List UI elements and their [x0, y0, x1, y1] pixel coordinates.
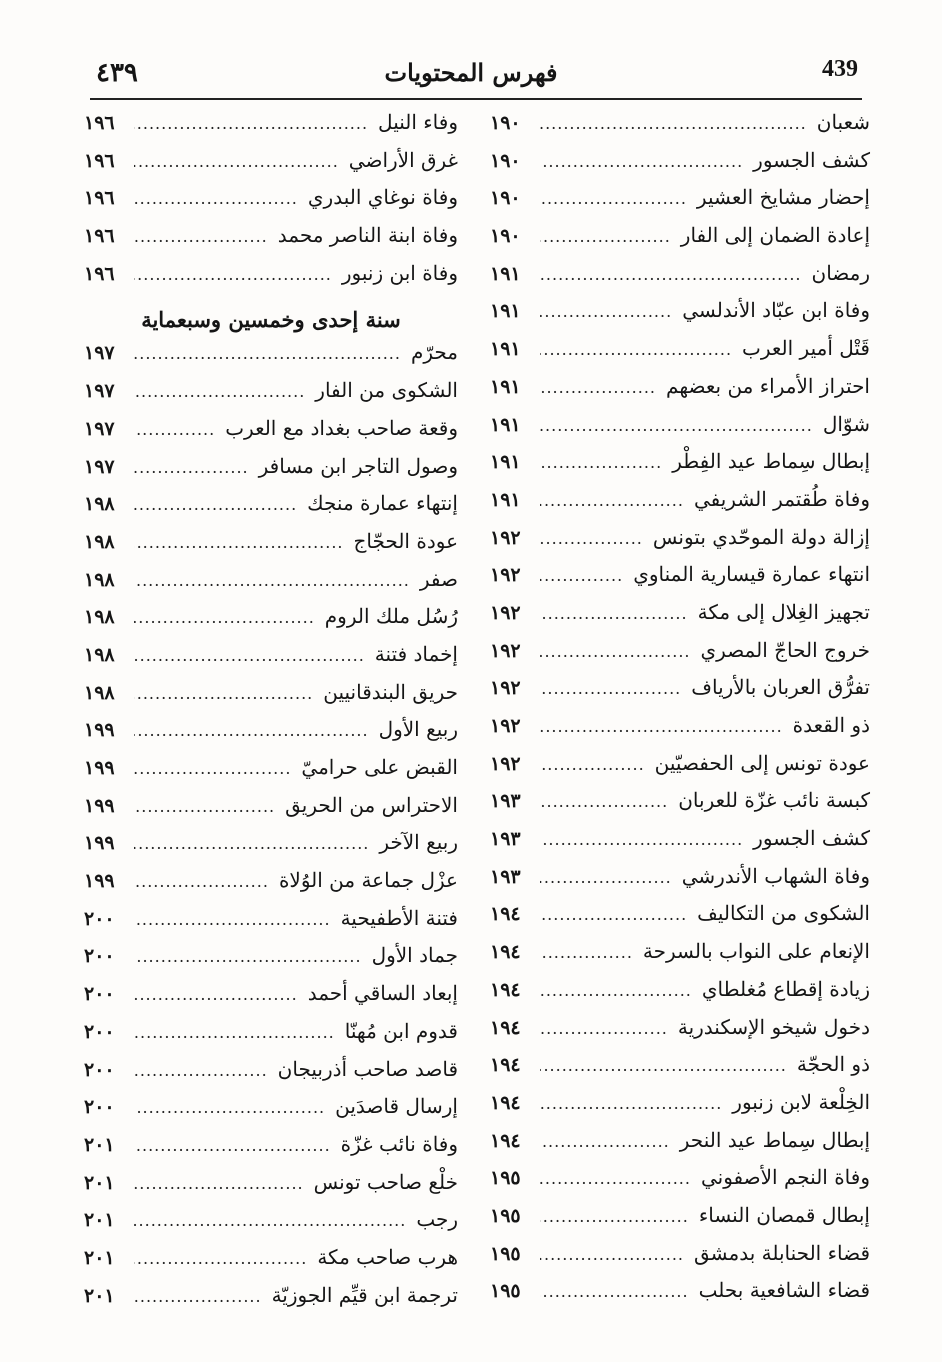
toc-entry-title: إبطال قمصان النساء — [698, 1202, 870, 1227]
toc-entry-title: خلْع صاحب تونس — [313, 1169, 458, 1194]
dot-leader — [134, 152, 339, 171]
toc-entry-title: شوّال — [822, 411, 870, 436]
dot-leader — [134, 1211, 406, 1230]
toc-entry — [490, 412, 870, 450]
toc-entry — [490, 713, 870, 751]
toc-entry — [490, 1278, 870, 1316]
toc-entry-page: ١٩٤ — [490, 1054, 521, 1077]
toc-entry — [490, 185, 870, 223]
toc-entry — [490, 751, 870, 789]
toc-entry-title: هرب صاحب مكة — [317, 1244, 458, 1269]
dot-leader — [134, 1249, 307, 1268]
toc-entry — [84, 642, 458, 680]
toc-entry-page: ٢٠١ — [84, 1209, 115, 1232]
toc-entry-title: قاصد صاحب أذربيجان — [277, 1056, 458, 1081]
toc-entry — [490, 525, 870, 563]
dot-leader — [134, 1174, 304, 1193]
toc-entry — [490, 487, 870, 525]
toc-entry-title: إعادة الضمان إلى الفار — [680, 223, 870, 248]
toc-column-right — [490, 110, 870, 1316]
toc-entry-page: ١٩٦ — [84, 187, 115, 210]
dot-leader — [540, 604, 688, 623]
toc-entry-page: ١٩٠ — [490, 225, 521, 248]
dot-leader — [134, 872, 269, 891]
dot-leader — [540, 1245, 684, 1264]
page-header — [0, 0, 942, 100]
toc-entry — [490, 261, 870, 299]
dot-leader — [540, 943, 633, 962]
toc-entry-page: ١٩٩ — [84, 757, 115, 779]
toc-entry — [490, 901, 870, 939]
toc-entry-title: كشف الجسور — [753, 826, 870, 851]
toc-entry-page: ١٩٥ — [490, 1204, 521, 1227]
toc-entry — [490, 1128, 870, 1166]
page-number-latin: 439 — [822, 56, 858, 82]
toc-entry-page: ٢٠١ — [84, 1133, 115, 1156]
toc-entry-page: ١٩٥ — [490, 1167, 521, 1190]
toc-entry-page: ١٩٣ — [490, 828, 521, 851]
toc-entry-page: ١٩٢ — [490, 677, 521, 700]
toc-entry-page: ١٩٧ — [84, 342, 115, 365]
toc-entry-title: وفاة نوغاي البدري — [307, 185, 458, 210]
toc-entry-page: ١٩١ — [490, 451, 521, 474]
dot-leader — [134, 646, 365, 665]
toc-entry-title: تجهيز الغِلال إلى مكة — [697, 599, 870, 624]
toc-entry — [490, 449, 870, 487]
dot-leader — [134, 759, 291, 778]
toc-entry-page: ٢٠١ — [84, 1171, 115, 1194]
dot-leader — [540, 491, 684, 510]
toc-entry — [84, 1132, 458, 1170]
dot-leader — [540, 453, 662, 472]
toc-entry-page: ١٩١ — [490, 413, 521, 436]
dot-leader — [540, 529, 643, 548]
section-heading: سنة إحدى وخمسين وسبعماية — [141, 307, 401, 333]
toc-left-main-entries — [84, 340, 458, 1320]
toc-entry-page: ١٩٦ — [84, 225, 115, 248]
header-rule — [90, 98, 862, 100]
toc-entry-title: صفر — [419, 566, 458, 591]
toc-entry-title: إبعاد الساقي أحمد — [307, 981, 458, 1006]
toc-entry-page: ١٩٨ — [84, 568, 115, 591]
toc-entry — [84, 1057, 458, 1095]
toc-entry-page: ١٩٦ — [84, 112, 115, 134]
toc-entry — [490, 638, 870, 676]
toc-entry-title: تفرُّق العربان بالأرياف — [691, 675, 870, 700]
toc-entry-page: ١٩٥ — [490, 1242, 521, 1265]
dot-leader — [134, 382, 305, 401]
toc-entry-page: ١٩٧ — [84, 417, 115, 440]
toc-entry-page: ١٩١ — [490, 300, 521, 323]
toc-entry-title: القبض على حراميّ — [301, 755, 458, 779]
toc-entry-title: قَتْل أمير العرب — [742, 336, 870, 361]
toc-entry — [490, 1203, 870, 1241]
toc-entry-page: ١٩٨ — [84, 493, 115, 516]
dot-leader — [134, 1136, 331, 1155]
toc-entry-page: ١٩١ — [490, 338, 521, 361]
toc-entry — [84, 1019, 458, 1057]
toc-entry-page: ١٩٧ — [84, 455, 115, 478]
dot-leader — [540, 1019, 668, 1038]
toc-entry — [84, 185, 458, 223]
toc-entry-page: ١٩٣ — [490, 865, 521, 888]
toc-entry-title: عزْل جماعة من الوُلاة — [278, 868, 458, 893]
toc-entry-title: رمضان — [811, 260, 870, 285]
toc-entry — [84, 868, 458, 906]
toc-entry — [84, 1170, 458, 1208]
toc-entry-title: ربيع الآخر — [379, 830, 458, 855]
toc-entry-title: ذو القعدة — [792, 713, 870, 737]
toc-entry-title: شعبان — [816, 110, 870, 134]
toc-entry-page: ٢٠٠ — [84, 1020, 115, 1043]
toc-column-left — [84, 110, 458, 1320]
toc-entry — [84, 1207, 458, 1245]
toc-entry-page: ٢٠٠ — [84, 1096, 115, 1119]
toc-entry — [84, 491, 458, 529]
toc-entry-title: رُسُل ملك الروم — [324, 604, 458, 629]
toc-entry — [490, 1052, 870, 1090]
toc-entry-title: إخماد فتنة — [374, 641, 458, 666]
toc-entry-page: ١٩٤ — [490, 978, 521, 1001]
toc-entry — [490, 336, 870, 374]
toc-entry-page: ١٩٢ — [490, 639, 521, 662]
toc-entry-title: وفاة الشهاب الأندرشي — [681, 863, 870, 888]
toc-entry-title: وفاة ابنة الناصر محمد — [277, 223, 458, 248]
toc-entry-page: ١٩٢ — [490, 601, 521, 624]
toc-entry-page: ١٩٤ — [490, 941, 521, 964]
toc-entry-page: ١٩٩ — [84, 794, 115, 817]
dot-leader — [540, 1282, 689, 1301]
toc-entry-title: إحضار مشايخ العشير — [696, 185, 870, 210]
dot-leader — [540, 416, 813, 435]
dot-leader — [134, 1098, 325, 1117]
toc-entry-title: قدوم ابن مُهنّا — [344, 1018, 458, 1043]
toc-entry — [84, 110, 458, 148]
toc-entry — [490, 600, 870, 638]
toc-entry-page: ٢٠٠ — [84, 983, 115, 1006]
toc-entry-title: ذو الحجّة — [796, 1052, 870, 1077]
dot-leader — [540, 1094, 722, 1113]
toc-entry-title: عودة تونس إلى الحفصيّين — [654, 750, 870, 775]
toc-entry — [490, 788, 870, 826]
toc-entry-title: ربيع الأول — [378, 717, 458, 742]
toc-entry — [490, 864, 870, 902]
toc-entry — [84, 416, 458, 454]
toc-entry — [84, 830, 458, 868]
toc-entry — [84, 454, 458, 492]
dot-leader — [540, 868, 672, 887]
dot-leader — [134, 344, 401, 363]
toc-entry — [490, 1165, 870, 1203]
toc-entry — [490, 562, 870, 600]
toc-entry-page: ٢٠٠ — [84, 1058, 115, 1081]
toc-entry-page: ١٩٠ — [490, 187, 521, 210]
toc-entry-title: عودة الحجّاج — [353, 528, 458, 553]
toc-entry-title: رجب — [416, 1207, 458, 1232]
toc-entry-title: ترجمة ابن قيِّم الجوزيّة — [271, 1282, 458, 1307]
toc-entry-page: ٢٠١ — [84, 1246, 115, 1269]
page-title: فهرس المحتويات — [384, 58, 558, 87]
toc-entry-title: غرق الأراضي — [348, 147, 458, 172]
toc-entry — [490, 148, 870, 186]
toc-entry — [84, 981, 458, 1019]
dot-leader — [134, 533, 344, 552]
toc-entry — [84, 906, 458, 944]
dot-leader — [540, 830, 743, 849]
dot-leader — [540, 1056, 787, 1075]
dot-leader — [540, 378, 656, 397]
toc-entry — [490, 110, 870, 148]
toc-entry-page: ١٩٩ — [84, 719, 115, 742]
toc-entry-title: قضاء الشافعية بحلب — [698, 1278, 870, 1303]
toc-entry-page: ١٩٤ — [490, 1016, 521, 1039]
toc-entry — [84, 378, 458, 416]
toc-entry — [84, 148, 458, 186]
toc-entry-page: ١٩١ — [490, 375, 521, 398]
toc-entry — [490, 939, 870, 977]
toc-entry-page: ١٩٠ — [490, 149, 521, 172]
dot-leader — [134, 721, 369, 740]
toc-entry-title: الاحتراس من الحريق — [285, 792, 458, 817]
toc-entry — [490, 1241, 870, 1279]
toc-entry-page: ١٩٨ — [84, 643, 115, 666]
toc-entry-title: وصول التاجر ابن مسافر — [258, 453, 458, 478]
dot-leader — [540, 152, 743, 171]
dot-leader — [540, 1132, 670, 1151]
toc-entry — [490, 826, 870, 864]
dot-leader — [134, 265, 332, 284]
toc-entry — [84, 604, 458, 642]
toc-entry-title: الخِلْعة لابن زنبور — [732, 1089, 870, 1114]
dot-leader — [134, 1061, 268, 1080]
dot-leader — [134, 834, 369, 853]
dot-leader — [134, 114, 368, 133]
toc-entry-title: الشكوى من التكاليف — [697, 901, 870, 926]
toc-entry-page: ١٩٢ — [490, 752, 521, 775]
toc-entry — [490, 298, 870, 336]
toc-entry-page: ١٩٤ — [490, 903, 521, 926]
toc-entry-page: ١٩١ — [490, 262, 521, 285]
toc-entry-title: وفاة نائب غزّة — [340, 1131, 458, 1156]
toc-entry-page: ١٩٩ — [84, 832, 115, 855]
dot-leader — [540, 792, 668, 811]
toc-entry-page: ١٩٩ — [84, 870, 115, 893]
toc-entry — [84, 680, 458, 718]
dot-leader — [134, 608, 315, 627]
toc-entry-title: دخول شيخو الإسكندرية — [677, 1014, 870, 1039]
toc-entry-title: وقعة صاحب بغداد مع العرب — [225, 415, 458, 440]
toc-entry-title: جماد الأول — [371, 943, 458, 968]
toc-entry-title: إبطال سِماط عيد النحر — [679, 1127, 870, 1152]
toc-entry-page: ٢٠٠ — [84, 945, 115, 968]
toc-entry-title: قضاء الحنابلة بدمشق — [693, 1240, 870, 1265]
toc-entry-page: ١٩٦ — [84, 262, 115, 285]
toc-entry-title: وفاة النجم الأصفوني — [700, 1165, 870, 1190]
toc-entry — [490, 223, 870, 261]
toc-entry-page: ١٩٢ — [490, 564, 521, 587]
dot-leader — [134, 947, 362, 966]
dot-leader — [540, 755, 645, 774]
dot-leader — [540, 1169, 691, 1188]
toc-entry-page: ١٩٢ — [490, 715, 521, 737]
toc-entry-page: ٢٠٠ — [84, 907, 115, 930]
dot-leader — [540, 981, 692, 1000]
dot-leader — [134, 420, 215, 439]
page-number-arabic: ٤٣٩ — [96, 58, 138, 88]
dot-leader — [540, 340, 732, 359]
dot-leader — [134, 985, 298, 1004]
toc-entry-title: وفاء النيل — [378, 110, 458, 134]
dot-leader — [134, 571, 410, 590]
dot-leader — [540, 679, 681, 698]
toc-entry-title: خروج الحاجّ المصري — [700, 637, 870, 662]
toc-entry-title: حريق البندقانيين — [323, 679, 458, 704]
toc-entry — [84, 261, 458, 299]
toc-entry — [490, 1090, 870, 1128]
toc-entry-page: ١٩٤ — [490, 1091, 521, 1114]
toc-entry-title: وفاة ابن عبّاد الأندلسي — [682, 298, 870, 323]
toc-entry-title: الإنعام على النواب بالسرحة — [642, 939, 870, 964]
toc-entry-page: ١٩٤ — [490, 1129, 521, 1152]
toc-entry-page: ١٩٨ — [84, 530, 115, 553]
toc-entry — [490, 374, 870, 412]
dot-leader — [540, 265, 802, 284]
toc-entry — [490, 977, 870, 1015]
toc-entry — [84, 1094, 458, 1132]
toc-entry-title: الشكوى من الفار — [315, 378, 458, 403]
dot-leader — [540, 717, 783, 736]
dot-leader — [540, 302, 672, 321]
toc-entry-page: ١٩٢ — [490, 526, 521, 549]
dot-leader — [540, 227, 671, 246]
dot-leader — [540, 114, 807, 133]
toc-entry-title: انتهاء عمارة قيسارية المناوي — [633, 562, 870, 587]
dot-leader — [134, 684, 313, 703]
toc-entry — [84, 755, 458, 793]
toc-entry-title: وفاة طُقتمر الشريفي — [693, 486, 870, 511]
toc-entry-title: وفاة ابن زنبور — [341, 260, 458, 285]
toc-entry-title: زيادة إقطاع مُغلطاي — [701, 976, 870, 1001]
toc-entry-page: ١٩٥ — [490, 1280, 521, 1303]
toc-entry — [84, 340, 458, 378]
toc-entry — [84, 223, 458, 261]
dot-leader — [540, 1207, 689, 1226]
dot-leader — [134, 797, 275, 816]
toc-entry-page: ١٩٠ — [490, 112, 521, 134]
toc-entry-page: ١٩٨ — [84, 606, 115, 629]
toc-entry — [84, 793, 458, 831]
dot-leader — [134, 495, 297, 514]
toc-entry — [490, 1015, 870, 1053]
toc-entry — [84, 717, 458, 755]
dot-leader — [134, 910, 331, 929]
toc-entry-title: كبسة نائب غزّة للعربان — [678, 788, 870, 813]
dot-leader — [134, 1023, 335, 1042]
toc-entry — [84, 567, 458, 605]
dot-leader — [134, 227, 268, 246]
dot-leader — [134, 1287, 262, 1306]
dot-leader — [540, 905, 687, 924]
toc-entry-page: ١٩٧ — [84, 380, 115, 403]
dot-leader — [540, 566, 623, 585]
toc-entry-title: احتراز الأمراء من بعضهم — [666, 373, 870, 398]
toc-entry — [84, 943, 458, 981]
toc-entry-page: ٢٠١ — [84, 1284, 115, 1307]
toc-entry-title: إبطال سِماط عيد الفِطْر — [672, 449, 870, 474]
toc-entry-page: ١٩١ — [490, 488, 521, 511]
toc-entry-title: محرّم — [410, 340, 458, 365]
toc-entry-title: إزالة دولة الموحّدي بتونس — [652, 524, 870, 549]
toc-entry — [84, 1245, 458, 1283]
toc-entry-title: فتنة الأطفيحية — [340, 905, 458, 930]
dot-leader — [540, 189, 687, 208]
toc-left-top-entries — [84, 110, 458, 298]
toc-entry-page: ١٩٨ — [84, 681, 115, 704]
toc-entry-title: إنتهاء عمارة منجك — [307, 491, 458, 516]
toc-entry-page: ١٩٦ — [84, 149, 115, 172]
dot-leader — [540, 642, 691, 661]
toc-entry-title: إرسال قاصدَين — [335, 1094, 458, 1119]
dot-leader — [134, 458, 249, 477]
toc-entry-page: ١٩٣ — [490, 790, 521, 813]
toc-entry — [490, 675, 870, 713]
toc-entry — [84, 529, 458, 567]
toc-entry — [84, 1283, 458, 1321]
dot-leader — [134, 189, 298, 208]
toc-entry-title: كشف الجسور — [753, 147, 870, 172]
